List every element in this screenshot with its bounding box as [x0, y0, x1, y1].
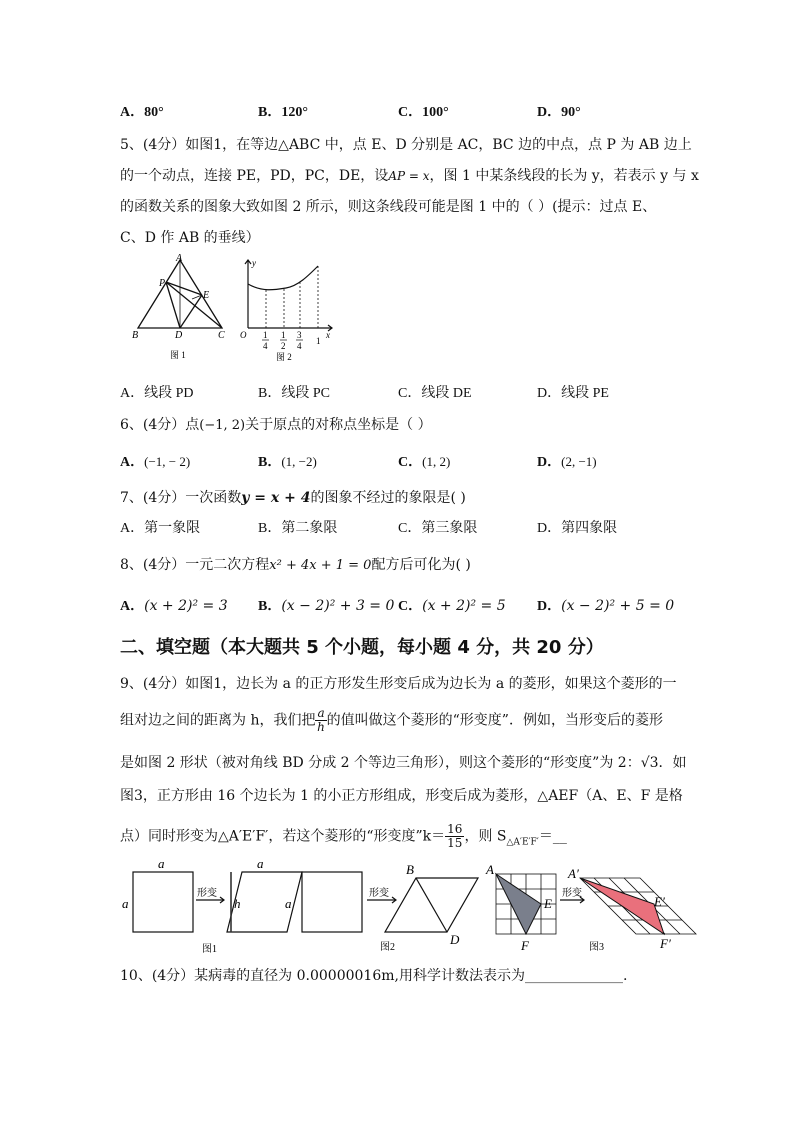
fig1-label-bianxing: 形变: [197, 888, 217, 899]
fig2-label-o: O: [240, 330, 247, 340]
fig3-label-f: F: [521, 938, 529, 953]
q5-line2: 的一个动点，连接 PE，PD，PC，DE，设AP = x，图 1 中某条线段的长为 y，若表示 y 与 x: [120, 168, 699, 184]
fig1-label-d: D: [175, 330, 183, 341]
q7-option-b: B．第二象限: [258, 521, 338, 536]
fig2-square: [302, 872, 362, 932]
fig2-label-x: x: [326, 330, 330, 340]
q5-line1: 5、(4分）如图1，在等边△ABC 中，点 E、D 分别是 AC，BC 边的中点，点 P 为 AB 边上: [120, 137, 692, 153]
fig2-tick-2-den: 2: [281, 341, 286, 351]
fig1-caption: 图 1: [170, 350, 186, 360]
q9-figures: [114, 856, 714, 956]
fig2-tick-3-den: 4: [297, 341, 302, 351]
q8-stem: 8、(4分）一元二次方程x² + 4x + 1 = 0配方后可化为( ): [120, 557, 471, 573]
q6-stem: 6、(4分）点(−1, 2)关于原点的对称点坐标是（ ）: [120, 417, 432, 433]
fig2-label-y: y: [252, 258, 256, 268]
q9-fraction-a-h: $\frac{a}{h}$: [317, 706, 325, 734]
fig3-label-e-prime: E′: [654, 894, 665, 909]
fig1-label-a-top: a: [158, 856, 165, 871]
q8-option-c: C．(x + 2)² = 5: [398, 598, 506, 614]
fig1-label-h: h: [234, 896, 241, 911]
q4-option-a: A．80°: [120, 105, 164, 120]
q9-line4: 图3，正方形由 16 个边长为 1 的小正方形组成，形变后成为菱形，△AEF（A、E、F 是格: [120, 788, 683, 804]
fig1-caption: 图1: [202, 944, 217, 955]
q10-stem: 10、(4分）某病毒的直径为 0.00000016m,用科学计数法表示为______________.: [120, 968, 628, 984]
q5-option-d: D．线段 PE: [537, 386, 609, 401]
fig2-tick-4: 1: [316, 336, 321, 346]
q9-fraction-k: $\frac{16}{15}$: [447, 822, 463, 850]
q5-option-a: A．线段 PD: [120, 386, 194, 401]
fig2-label-b: B: [406, 862, 414, 877]
fig3-label-a: A: [486, 862, 494, 877]
fig2-caption: 图 2: [276, 352, 292, 362]
q8-option-b: B．(x − 2)² + 3 = 0: [258, 598, 395, 614]
fig2-label-bianxing: 形变: [369, 888, 389, 899]
fig1-label-a-top2: a: [257, 856, 264, 871]
q7-option-d: D．第四象限: [537, 521, 618, 536]
fig3-label-f-prime: F′: [660, 936, 671, 951]
fig2-tick-3-num: 3: [297, 330, 302, 340]
q4-option-d: D．90°: [537, 105, 581, 120]
fig2-tick-1-num: 1: [263, 330, 268, 340]
q9-line3: 是如图 2 形状（被对角线 BD 分成 2 个等边三角形），则这个菱形的“形变度”为 2：√3．如: [120, 755, 687, 771]
q9-line2: 组对边之间的距离为 h，我们把 $\frac{a}{h}$ 的值叫做这个菱形的“形变度”．例如，当形变后的菱形: [120, 706, 663, 734]
section-2-title: 二、填空题（本大题共 5 个小题，每小题 4 分，共 20 分）: [120, 637, 604, 658]
q8-option-d: D．(x − 2)² + 5 = 0: [537, 598, 675, 614]
q6-option-b: B．(1, −2): [258, 454, 317, 470]
q5-option-b: B．线段 PC: [258, 386, 330, 401]
fig1-square: [133, 872, 193, 932]
q10-answer-blank[interactable]: ______________: [524, 968, 623, 984]
fig1-label-a-left: a: [122, 896, 129, 911]
fig3-caption: 图3: [589, 942, 604, 953]
q5-line3: 的函数关系的图象大致如图 2 所示，则这条线段可能是图 1 中的（ ）(提示：过点 E、: [120, 199, 657, 215]
q9-line1: 9、(4分）如图1，边长为 a 的正方形发生形变后成为边长为 a 的菱形，如果这个菱形的一: [120, 676, 677, 692]
q6-option-c: C．(1, 2): [398, 454, 451, 470]
fig1-label-a-right: a: [285, 896, 292, 911]
fig1-label-a: A: [176, 253, 183, 264]
fig1-label-e: E: [203, 290, 210, 301]
fig1-label-c: C: [218, 330, 225, 341]
fig2-caption: 图2: [380, 942, 395, 953]
q5-option-c: C．线段 DE: [398, 386, 472, 401]
q5-figure-1: [118, 252, 230, 366]
fig1-label-b: B: [132, 330, 139, 341]
q6-option-a: A．(−1, − 2): [120, 454, 191, 470]
q5-figure-2: [236, 256, 336, 366]
q7-option-c: C．第三象限: [398, 521, 478, 536]
q6-option-d: D．(2, −1): [537, 454, 597, 470]
fig3-triangle-a2e2f2: [580, 878, 664, 934]
q5-line4: C、D 作 AB 的垂线）: [120, 230, 260, 246]
fig2-label-d: D: [450, 932, 460, 947]
fig2-tick-1-den: 4: [263, 341, 268, 351]
q7-stem: 7、(4分）一次函数y = x + 4的图象不经过的象限是( ): [120, 490, 466, 506]
fig1-label-p: P: [159, 278, 166, 289]
q8-option-a: A．(x + 2)² = 3: [120, 598, 228, 614]
q7-option-a: A．第一象限: [120, 521, 201, 536]
fig3-label-a-prime: A′: [568, 866, 579, 881]
fig2-tick-2-num: 1: [281, 330, 286, 340]
fig3-label-bianxing: 形变: [562, 888, 582, 899]
q4-option-b: B．120°: [258, 105, 308, 120]
q4-option-c: C．100°: [398, 105, 449, 120]
fig3-label-e: E: [544, 896, 552, 911]
q9-line5: 点）同时形变为△A′E′F′，若这个菱形的“形变度”k＝ $\frac{16}{15}$ ，则 $S_{\triangle A'E'F'}=\_\_$: [120, 822, 567, 850]
